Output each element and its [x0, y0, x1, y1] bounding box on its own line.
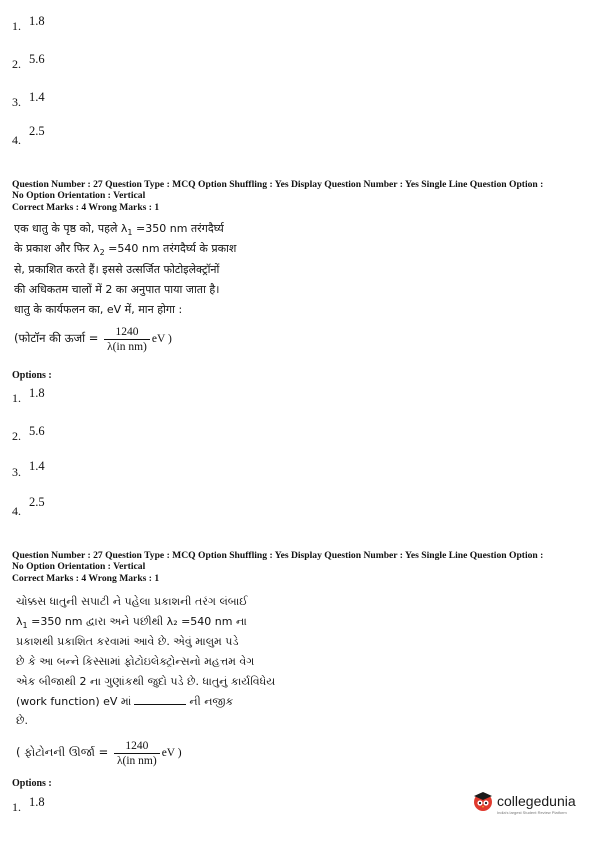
option-value: 2.5	[29, 124, 45, 138]
option-value: 5.6	[29, 52, 45, 66]
logo-wordmark: collegedunia	[497, 793, 576, 809]
option-value: 1.8	[29, 386, 45, 400]
option-number: 1.	[12, 800, 21, 814]
option-value: 5.6	[29, 424, 45, 438]
question-text-line: (work function) eV માં ની નજીક	[16, 695, 234, 708]
option-value: 1.8	[29, 14, 45, 28]
option-value: 1.4	[29, 90, 45, 104]
question-text-line: धातु के कार्यफलन का, eV में, मान होगा :	[14, 303, 183, 316]
options-label: Options :	[12, 778, 52, 789]
question-text-line: एक धातु के पृष्ठ को, पहले $\lambda_1 =350$ nm तरंगदैर्घ्य	[14, 222, 224, 238]
question-text-line: પ્રકાશથી પ્રકાશિત કરવામાં આવે છે. એવું માલુમ પડે	[16, 635, 239, 648]
question-meta: Question Number : 27 Question Type : MCQ Option Shuffling : Yes Display Question Number : Yes Single Line Question Option : No Option Orientation : Vertical Correct Marks : 4 Wrong Marks : 1	[12, 179, 544, 213]
photon-energy-formula: (फोटॉन की ऊर्जा = $\frac{1240}{\text{λ(in nm)}}$ eV )	[14, 326, 172, 353]
question-text-line: के प्रकाश और फिर $\lambda_2 =540$ nm तरंगदैर्घ्य के प्रकाश	[14, 242, 237, 258]
option-value: 1.4	[29, 459, 45, 473]
question-text-line: की अधिकतम चालों में 2 का अनुपात पाया जाता है।	[14, 283, 220, 296]
question-text-line: છે.	[16, 714, 28, 727]
option-value: 2.5	[29, 495, 45, 509]
collegedunia-logo	[472, 790, 576, 815]
option-value: 1.8	[29, 795, 45, 809]
question-text-line: से, प्रकाशित करते हैं। इससे उत्सर्जित फोटोइलेक्ट्रॉनों	[14, 263, 220, 276]
graduate-owl-icon	[472, 790, 494, 812]
option-number: 2.	[12, 429, 21, 443]
option-number: 1.	[12, 19, 21, 33]
question-text-line: એક બીજાથી 2 ના ગુણાંકથી જુદો પડે છે. ધાતુનું કાર્યવિધેય	[16, 675, 276, 688]
option-number: 3.	[12, 465, 21, 479]
question-text-line: $\lambda_1 =350$ nm દ્વારા અને પછીથી λ₂ =540 nm ના	[16, 615, 247, 631]
option-number: 2.	[12, 57, 21, 71]
option-number: 4.	[12, 504, 21, 518]
options-label: Options :	[12, 370, 52, 381]
option-number: 1.	[12, 391, 21, 405]
answer-blank	[134, 695, 186, 705]
option-number: 4.	[12, 133, 21, 147]
question-text-line: છે કે આ બન્ને કિસ્સામાં ફોટોઇલેક્ટ્રોન્સનો મહત્તમ વેગ	[16, 655, 255, 668]
option-number: 3.	[12, 95, 21, 109]
question-meta: Question Number : 27 Question Type : MCQ Option Shuffling : Yes Display Question Number : Yes Single Line Question Option : No Option Orientation : Vertical Correct Marks : 4 Wrong Marks : 1	[12, 550, 544, 584]
logo-tagline: India's largest Student Review Platform	[497, 810, 567, 815]
question-text-line: ચોક્કસ ધાતુની સપાટી ને પહેલા પ્રકાશની તરંગ લંબાઈ	[16, 595, 248, 608]
photon-energy-formula: ( ફોટોનની ઊર્જા = $\frac{1240}{\text{λ(in nm)}}$ eV )	[16, 740, 182, 767]
